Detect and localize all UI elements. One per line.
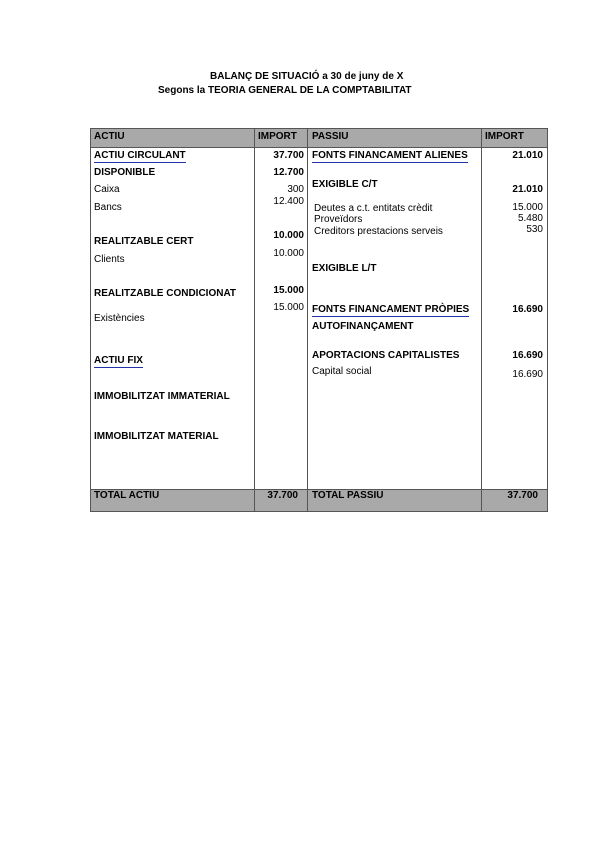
actiu-fix-label: ACTIU FIX [94, 355, 143, 366]
column-divider [307, 128, 308, 512]
realitzable-cert-value: 10.000 [273, 230, 304, 241]
header-passiu: PASSIU [312, 131, 349, 142]
exigible-ct-value: 21.010 [512, 184, 543, 195]
document-subtitle: Segons la TEORIA GENERAL DE LA COMPTABILITAT [158, 85, 412, 96]
actiu-circulant-value: 37.700 [273, 150, 304, 161]
total-passiu-value: 37.700 [507, 490, 538, 501]
disponible-value: 12.700 [273, 167, 304, 178]
exigible-ct-label: EXIGIBLE C/T [312, 179, 378, 190]
total-passiu-label: TOTAL PASSIU [312, 490, 384, 501]
total-actiu-label: TOTAL ACTIU [94, 490, 160, 501]
column-divider [481, 128, 482, 512]
fonts-alienes-label: FONTS FINANCAMENT ALIENES [312, 150, 468, 161]
realitzable-cert-label: REALITZABLE CERT [94, 236, 194, 247]
creditors-label: Creditors prestacions serveis [314, 226, 443, 237]
capital-social-value: 16.690 [512, 369, 543, 380]
creditors-value: 530 [526, 224, 543, 235]
header-import-left: IMPORT [258, 131, 297, 142]
clients-label: Clients [94, 254, 125, 265]
aportacions-capitalistes-label: APORTACIONS CAPITALISTES [312, 350, 460, 361]
total-actiu-value: 37.700 [267, 490, 298, 501]
caixa-value: 300 [287, 184, 304, 195]
disponible-label: DISPONIBLE [94, 167, 156, 178]
actiu-circulant-label: ACTIU CIRCULANT [94, 150, 186, 161]
deutes-label: Deutes a c.t. entitats crèdit [314, 203, 433, 214]
header-actiu: ACTIU [94, 131, 125, 142]
realitzable-condicionat-value: 15.000 [273, 285, 304, 296]
existencies-value: 15.000 [273, 302, 304, 313]
immobilitzat-material-label: IMMOBILITZAT MATERIAL [94, 431, 219, 442]
proveidors-label: Proveïdors [314, 214, 363, 225]
caixa-label: Caixa [94, 184, 120, 195]
realitzable-condicionat-label: REALITZABLE CONDICIONAT [94, 288, 237, 299]
bancs-value: 12.400 [273, 196, 304, 207]
fonts-alienes-value: 21.010 [512, 150, 543, 161]
document-title: BALANÇ DE SITUACIÓ a 30 de juny de X [210, 71, 404, 82]
capital-social-label: Capital social [312, 366, 372, 377]
exigible-lt-label: EXIGIBLE L/T [312, 263, 377, 274]
autofinancament-label: AUTOFINANÇAMENT [312, 321, 414, 332]
aportacions-capitalistes-value: 16.690 [512, 350, 543, 361]
fonts-propies-label: FONTS FINANCAMENT PRÒPIES [312, 304, 470, 315]
fonts-propies-value: 16.690 [512, 304, 543, 315]
immobilitzat-immaterial-label: IMMOBILITZAT IMMATERIAL [94, 391, 230, 402]
header-import-right: IMPORT [485, 131, 524, 142]
clients-value: 10.000 [273, 248, 304, 259]
proveidors-value: 5.480 [517, 213, 543, 224]
deutes-value: 15.000 [512, 202, 543, 213]
existencies-label: Existències [94, 313, 145, 324]
column-divider [254, 128, 255, 512]
bancs-label: Bancs [94, 202, 122, 213]
